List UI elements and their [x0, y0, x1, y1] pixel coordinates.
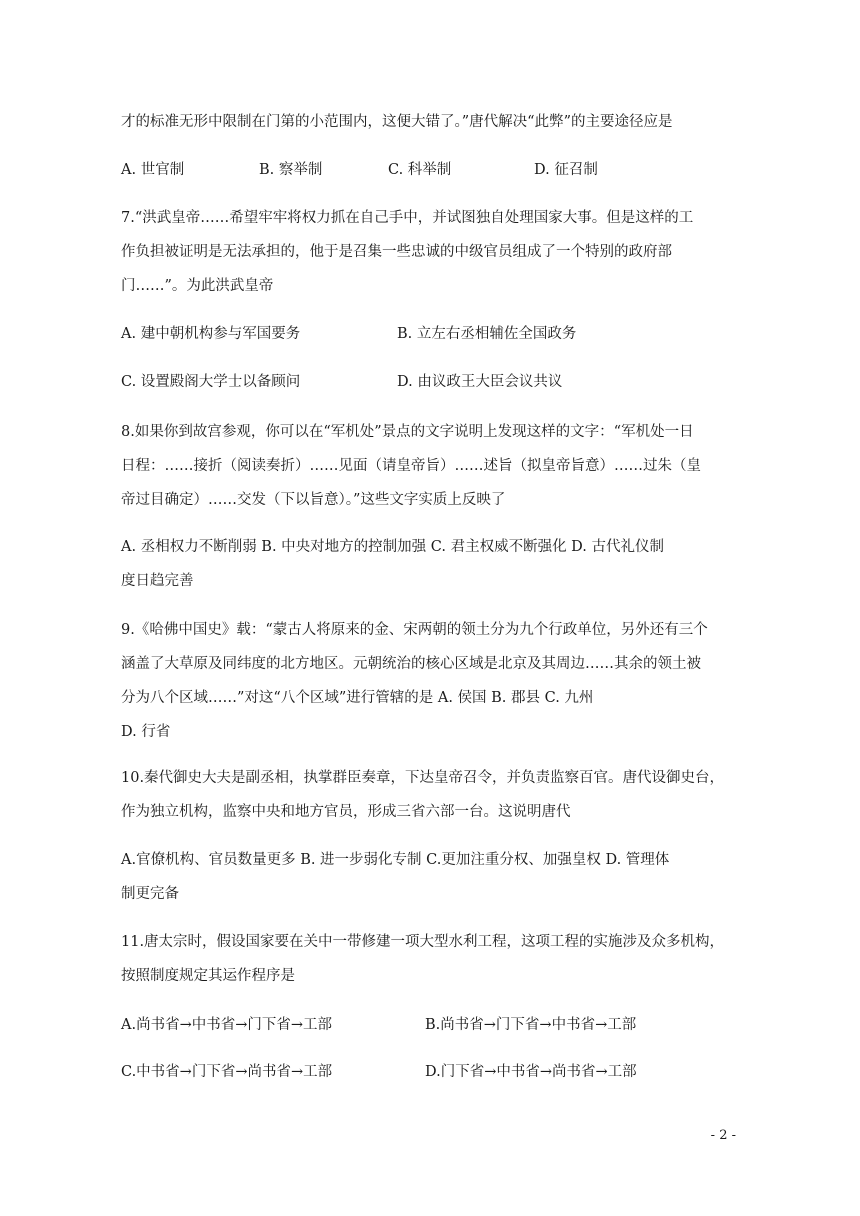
q6-option-d: D. 征召制 [534, 162, 598, 178]
q8-stem-line-1: 8.如果你到故宫参观，你可以在“军机处”景点的文字说明上发现这样的文字：“军机处一日 [121, 424, 694, 440]
q11-option-a: A.尚书省→中书省→门下省→工部 [121, 1017, 333, 1033]
q7-option-d: D. 由议政王大臣会议共议 [397, 374, 563, 390]
q6-option-a: A. 世官制 [121, 162, 185, 178]
q7-option-a: A. 建中朝机构参与军国要务 [121, 326, 301, 342]
q6-options [121, 160, 761, 180]
q9-stem-line-2: 涵盖了大草原及同纬度的北方地区。元朝统治的核心区域是北京及其周边……其余的领土被 [121, 656, 701, 672]
q9-stem-line-1: 9.《哈佛中国史》载：“蒙古人将原来的金、宋两朝的领土分为九个行政单位，另外还有三个 [121, 622, 708, 638]
q11-stem-line-1: 11.唐太宗时，假设国家要在关中一带修建一项大型水利工程，这项工程的实施涉及众多机构， [121, 934, 725, 950]
q11-options-row-2 [121, 1062, 761, 1082]
q7-options-row-1 [121, 324, 761, 344]
q7-options-row-2 [121, 372, 761, 392]
q11-option-b: B.尚书省→门下省→中书省→工部 [425, 1017, 637, 1033]
q7-option-b: B. 立左右丞相辅佐全国政务 [397, 326, 577, 342]
q11-options-row-1 [121, 1015, 761, 1035]
q10-options-line-2: 制更完备 [121, 886, 179, 902]
q6-option-b: B. 察举制 [259, 162, 323, 178]
q10-options-line-1: A.官僚机构、官员数量更多 B. 进一步弱化专制 C.更加注重分权、加强皇权 D. 管理体 [121, 852, 670, 868]
q11-stem-line-2: 按照制度规定其运作程序是 [121, 968, 295, 984]
q8-stem-line-3: 帝过目确定）……交发（下以旨意）。”这些文字实质上反映了 [121, 492, 506, 508]
q11-option-c: C.中书省→门下省→尚书省→工部 [121, 1064, 333, 1080]
q9-stem-line-3: 分为八个区域……”对这“八个区域”进行管辖的是 A. 侯国 B. 郡县 C. 九州 [121, 690, 594, 706]
q7-option-c: C. 设置殿阁大学士以备顾问 [121, 374, 301, 390]
q7-stem-line-3: 门……”。为此洪武皇帝 [121, 278, 274, 294]
q9-stem-line-4: D. 行省 [121, 724, 171, 740]
q8-options-line-2: 度日趋完善 [121, 573, 194, 589]
q10-stem-line-1: 10.秦代御史大夫是副丞相，执掌群臣奏章，下达皇帝召令，并负责监察百官。唐代设御史台， [121, 770, 725, 786]
q7-stem-line-1: 7.“洪武皇帝……希望牢牢将权力抓在自己手中，并试图独自处理国家大事。但是这样的工 [121, 210, 694, 226]
q6-option-c: C. 科举制 [388, 162, 452, 178]
q11-option-d: D.门下省→中书省→尚书省→工部 [425, 1064, 637, 1080]
page-number: - 2 - [710, 1128, 736, 1143]
q8-options-line-1: A. 丞相权力不断削弱 B. 中央对地方的控制加强 C. 君主权威不断强化 D. 古代礼仪制 [121, 539, 665, 555]
q7-stem-line-2: 作负担被证明是无法承担的，他于是召集一些忠诚的中级官员组成了一个特别的政府部 [121, 244, 672, 260]
q8-stem-line-2: 日程：……接折（阅读奏折）……见面（请皇帝旨）……述旨（拟皇帝旨意）……过朱（皇 [121, 458, 701, 474]
q6-stem-tail: 才的标准无形中限制在门第的小范围内，这便大错了。”唐代解决“此弊”的主要途径应是 [121, 114, 673, 130]
q10-stem-line-2: 作为独立机构，监察中央和地方官员，形成三省六部一台。这说明唐代 [121, 804, 571, 820]
